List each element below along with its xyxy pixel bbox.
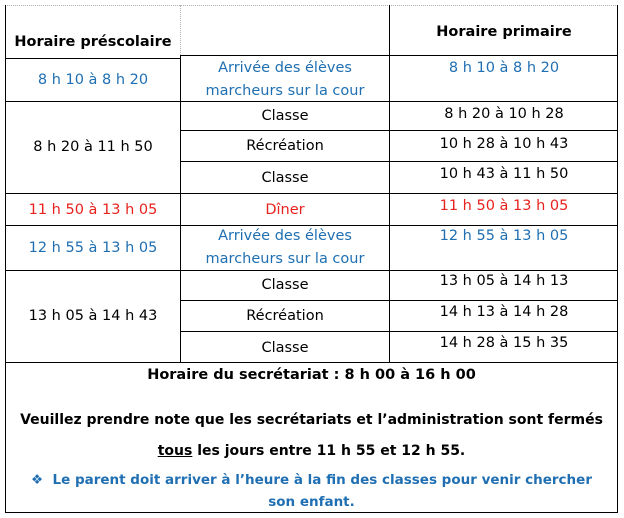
row-arrival-am-activity: Arrivée des élèves marcheurs sur la cour <box>205 59 365 99</box>
row-arrival-am-primary: 8 h 10 à 8 h 20 <box>448 59 560 76</box>
diamond-bullet-icon: ❖ <box>30 472 44 488</box>
block-morning-preschool: 8 h 20 à 11 h 50 <box>33 139 153 155</box>
row-lunch-primary: 11 h 50 à 13 h 05 <box>439 197 569 214</box>
block-afternoon-primary-3: 14 h 28 à 15 h 35 <box>439 334 569 351</box>
row-lunch-activity: Dîner <box>265 201 305 218</box>
block-morning-primary-2: 10 h 28 à 10 h 43 <box>439 135 569 152</box>
parent-notice-line1: ❖ Le parent doit arriver à l’heure à la fin des classes pour venir chercher <box>30 472 592 488</box>
header-preschool: Horaire préscolaire <box>14 33 172 50</box>
block-afternoon-activity-3: Classe <box>261 339 309 356</box>
block-morning-primary-1: 8 h 20 à 10 h 28 <box>444 105 564 122</box>
block-afternoon-primary-2: 14 h 13 à 14 h 28 <box>439 303 569 320</box>
closure-notice-rest: les jours entre 11 h 55 et 12 h 55. <box>192 443 466 459</box>
header-primary: Horaire primaire <box>436 23 572 40</box>
row-arrival-am-preschool: 8 h 10 à 8 h 20 <box>37 71 149 88</box>
block-morning-activity-3: Classe <box>261 169 309 186</box>
row-arrival-pm-primary: 12 h 55 à 13 h 05 <box>439 227 569 244</box>
parent-notice-line2: son enfant. <box>268 494 355 510</box>
closure-notice-line1: Veuillez prendre note que les secrétariats et l’administration sont fermés <box>20 412 603 428</box>
block-afternoon-preschool: 13 h 05 à 14 h 43 <box>28 307 158 324</box>
row-arrival-pm-preschool: 12 h 55 à 13 h 05 <box>28 239 158 256</box>
header-dotted-divider <box>180 5 181 55</box>
block-morning-activity-2: Récréation <box>246 137 324 154</box>
closure-notice-emphasis: tous <box>157 443 193 459</box>
header-dotted-border <box>5 5 618 7</box>
block-afternoon-activity-1: Classe <box>261 276 309 293</box>
row-lunch-preschool: 11 h 50 à 13 h 05 <box>28 201 158 218</box>
secretariat-hours: Horaire du secrétariat : 8 h 00 à 16 h 00 <box>147 367 476 383</box>
block-afternoon-activity-2: Récréation <box>246 307 324 324</box>
block-morning-primary-3: 10 h 43 à 11 h 50 <box>439 165 569 182</box>
block-afternoon-primary-1: 13 h 05 à 14 h 13 <box>439 272 569 289</box>
closure-notice-line2 <box>6 440 617 462</box>
block-morning-activity-1: Classe <box>261 107 309 124</box>
row-arrival-pm-activity: Arrivée des élèves marcheurs sur la cour <box>205 228 365 267</box>
